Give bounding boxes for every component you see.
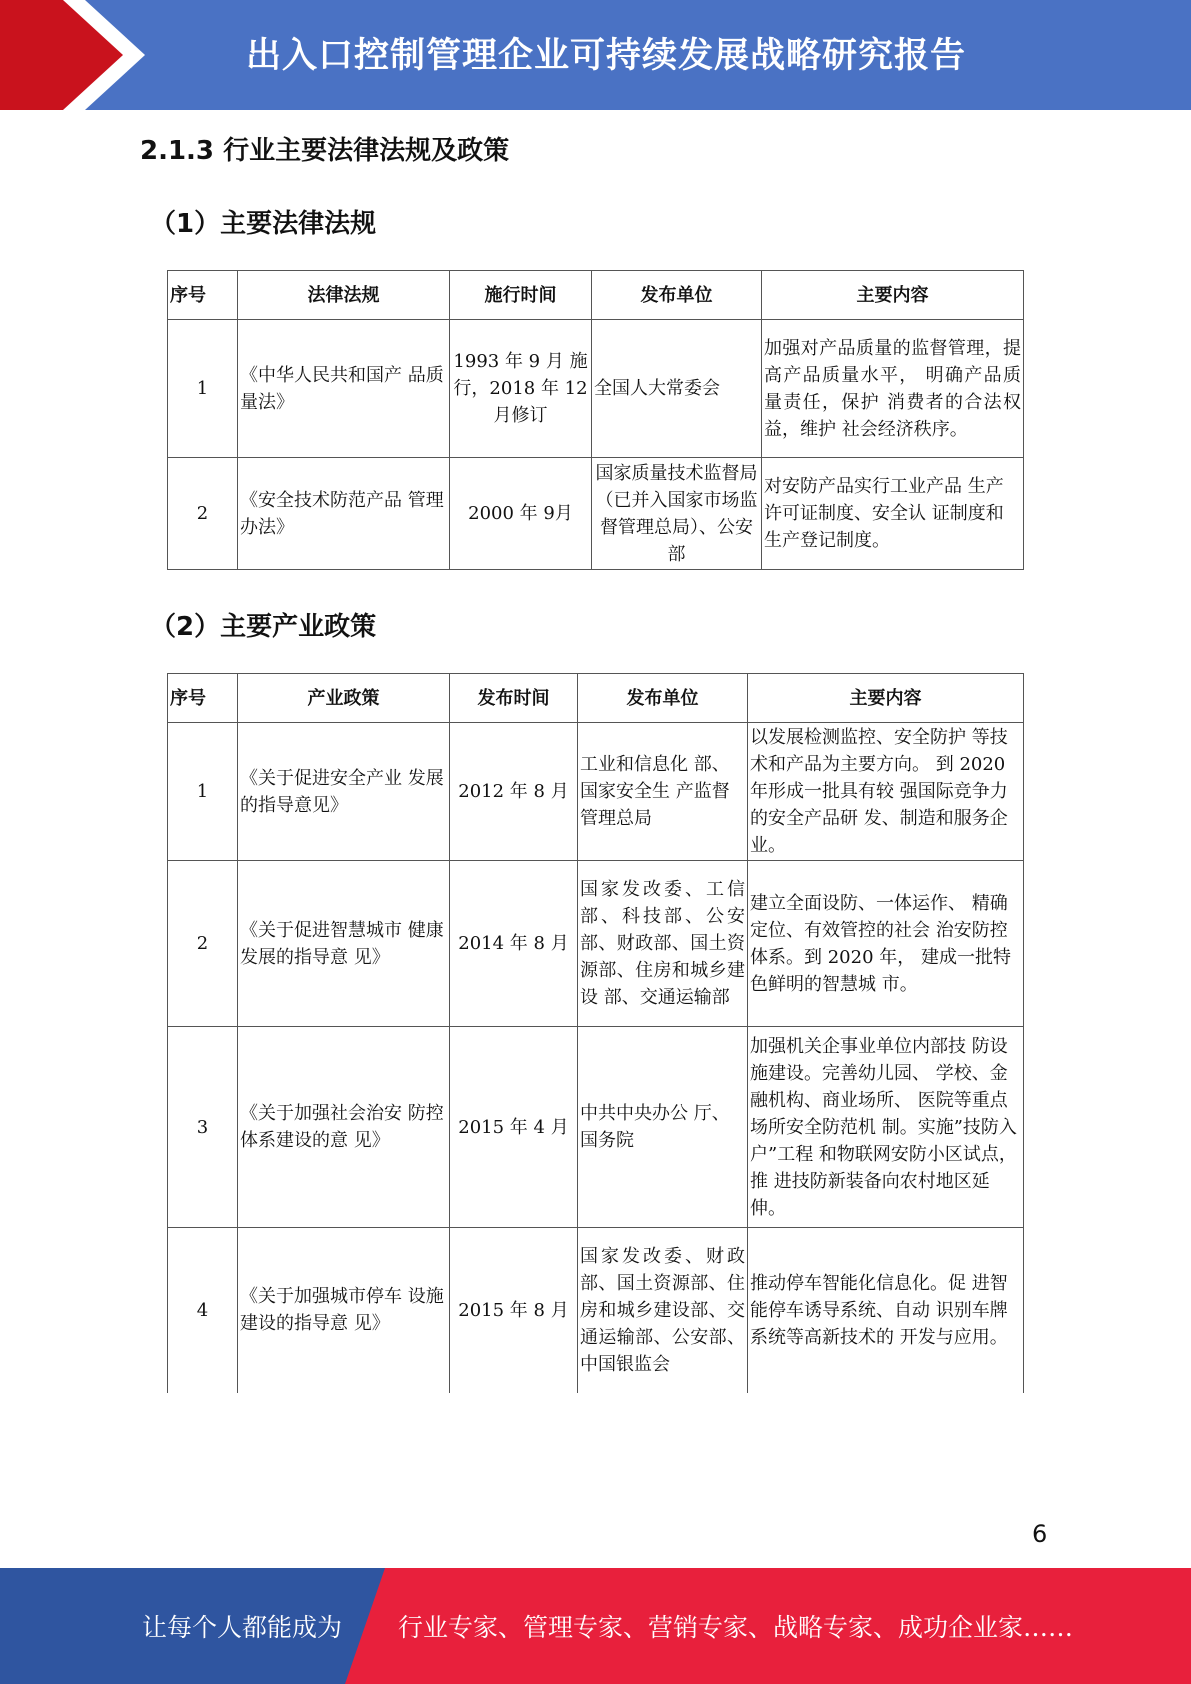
- cell-issuer: 国家发改委、工信部、科技部、公安部、财政部、国土资源部、住房和城乡建设 部、交通运输部: [578, 861, 748, 1027]
- cell-date: 1993 年 9 月 施行，2018 年 12 月修订: [450, 320, 592, 458]
- cell-content: 建立全面设防、一体运作、 精确定位、有效管控的社会 治安防控体系。到 2020 年， 建成一批特色鲜明的智慧城 市。: [748, 861, 1024, 1027]
- cell-date: 2000 年 9月: [450, 458, 592, 570]
- table-row: [168, 458, 1024, 570]
- col-header-date: 发布时间: [450, 674, 578, 723]
- col-header-issuer: 发布单位: [592, 271, 762, 320]
- cell-name: 《中华人民共和国产 品质量法》: [238, 320, 450, 458]
- cell-no: 4: [168, 1228, 238, 1393]
- cell-issuer: 中共中央办公 厅、国务院: [578, 1027, 748, 1228]
- col-header-content: 主要内容: [748, 674, 1024, 723]
- footer-slogan-left: 让每个人都能成为: [142, 1613, 343, 1642]
- col-header-name: 产业政策: [238, 674, 450, 723]
- header-arrow-decoration: [0, 0, 180, 110]
- col-header-no: 序号: [168, 271, 238, 320]
- table-row: [168, 861, 1024, 1027]
- cell-issuer: 全国人大常委会: [592, 320, 762, 458]
- cell-no: 1: [168, 320, 238, 458]
- table-row: [168, 320, 1024, 458]
- footer-slogan-right: 行业专家、管理专家、营销专家、战略专家、成功企业家……: [398, 1613, 1074, 1642]
- cell-no: 2: [168, 458, 238, 570]
- subsection-laws-title: （1）主要法律法规: [150, 209, 377, 239]
- cell-name: 《关于促进智慧城市 健康发展的指导意 见》: [238, 861, 450, 1027]
- cell-name: 《关于促进安全产业 发展的指导意见》: [238, 723, 450, 861]
- policies-table: [167, 673, 1024, 1393]
- page-number: 6: [1032, 1520, 1048, 1548]
- cell-content: 对安防产品实行工业产品 生产许可证制度、安全认 证制度和生产登记制度。: [762, 458, 1024, 570]
- col-header-content: 主要内容: [762, 271, 1024, 320]
- cell-date: 2014 年 8 月: [450, 861, 578, 1027]
- cell-name: 《关于加强社会治安 防控体系建设的意 见》: [238, 1027, 450, 1228]
- cell-date: 2015 年 4 月: [450, 1027, 578, 1228]
- cell-content: 推动停车智能化信息化。促 进智能停车诱导系统、自动 识别车牌系统等高新技术的 开发与应用。: [748, 1228, 1024, 1393]
- table-row: [168, 723, 1024, 861]
- col-header-no: 序号: [168, 674, 238, 723]
- cell-name: 《关于加强城市停车 设施建设的指导意 见》: [238, 1228, 450, 1393]
- cell-no: 3: [168, 1027, 238, 1228]
- cell-issuer: 国家质量技术监督局（已并入国家市场监督管理总局）、公安部: [592, 458, 762, 570]
- laws-table: [167, 270, 1024, 570]
- cell-date: 2012 年 8 月: [450, 723, 578, 861]
- cell-content: 以发展检测监控、安全防护 等技术和产品为主要方向。 到 2020 年形成一批具有较 强国际竞争力的安全产品研 发、制造和服务企业。: [748, 723, 1024, 861]
- col-header-date: 施行时间: [450, 271, 592, 320]
- report-title: 出入口控制管理企业可持续发展战略研究报告: [246, 36, 967, 76]
- col-header-issuer: 发布单位: [578, 674, 748, 723]
- cell-content: 加强机关企事业单位内部技 防设施建设。完善幼儿园、 学校、金融机构、商业场所、 医院等重点场所安全防范机 制。实施”技防入户”工程 和物联网安防小区试点，推 进技防新装备向农村地区延 伸。: [748, 1027, 1024, 1228]
- cell-issuer: 工业和信息化 部、国家安全生 产监督管理总局: [578, 723, 748, 861]
- cell-name: 《安全技术防范产品 管理办法》: [238, 458, 450, 570]
- page-footer: [0, 1568, 1191, 1684]
- subsection-policies-title: （2）主要产业政策: [150, 612, 377, 642]
- table-header-row: [168, 271, 1024, 320]
- table-row: [168, 1027, 1024, 1228]
- page-header: [0, 0, 1191, 110]
- section-title: 2.1.3 行业主要法律法规及政策: [140, 136, 510, 166]
- cell-issuer: 国家发改委、财政部、国土资源部、住房和城乡建设部、交通运输部、公安部、中国银监会: [578, 1228, 748, 1393]
- table-row: [168, 1228, 1024, 1393]
- col-header-name: 法律法规: [238, 271, 450, 320]
- cell-no: 2: [168, 861, 238, 1027]
- cell-date: 2015 年 8 月: [450, 1228, 578, 1393]
- cell-content: 加强对产品质量的监督管理，提高产品质量水平， 明确产品质量责任，保护 消费者的合法权益，维护 社会经济秩序。: [762, 320, 1024, 458]
- cell-no: 1: [168, 723, 238, 861]
- table-header-row: [168, 674, 1024, 723]
